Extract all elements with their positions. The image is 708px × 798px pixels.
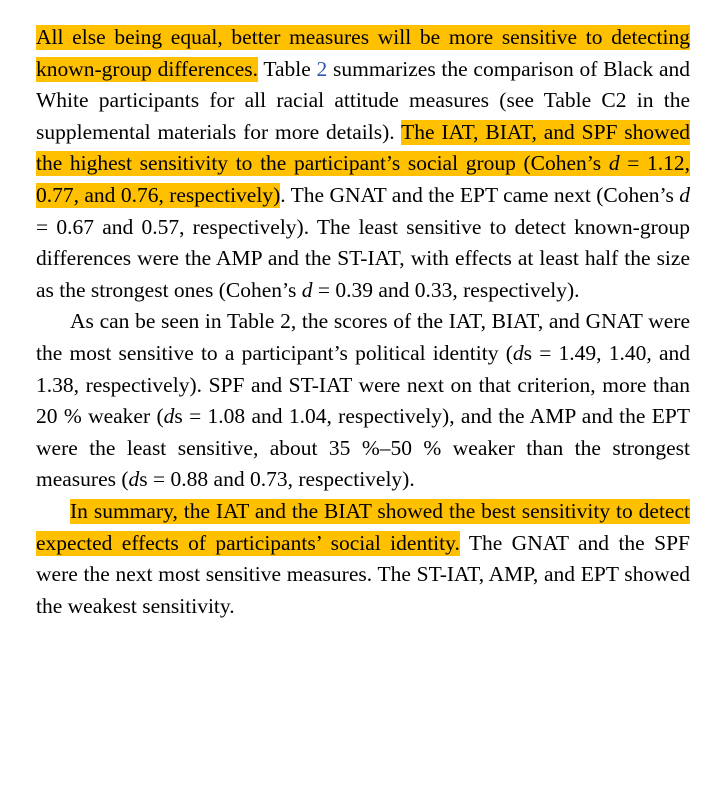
effect-size-symbol: d — [608, 151, 620, 176]
effect-size-symbol: d — [163, 404, 175, 429]
text-run: s = 0.88 and 0.73, respectively). — [139, 467, 415, 492]
text-run: As can be seen in Table — [70, 309, 281, 334]
text-run: . The GNAT and the EPT came next (Cohen’s — [280, 182, 680, 207]
paragraph — [36, 496, 690, 622]
text-run: s = 1.08 and 1.04, respectively), and the AMP and the EPT were the least sensitive, about 35 %–50 % weaker than the strongest measures ( — [36, 404, 690, 492]
text-run: All else being equal, better measures will be more sensitive to detecting known-group differences. — [36, 25, 690, 81]
paragraph — [36, 306, 690, 496]
text-run: = 1.12, 0.77, and 0.76, respectively) — [36, 151, 690, 207]
text-run: The IAT, BIAT, and SPF showed the highest sensitivity to the participant’s social group (Cohen’s — [36, 119, 690, 176]
text-run: Table — [258, 56, 317, 81]
effect-size-symbol: d — [301, 277, 313, 302]
text-run: 2 — [280, 309, 291, 334]
text-run: summarizes the comparison of Black and White participants for all racial attitude measures (see Table C2 in the supplemental materials for more details). — [36, 56, 690, 144]
text-run: In summary, the IAT and the BIAT showed the best sensitivity to detect expected effects of participants’ social identity. — [36, 498, 690, 555]
paragraph — [36, 22, 690, 306]
effect-size-symbol: d — [679, 182, 691, 207]
article-body-text — [36, 22, 690, 622]
text-run: The GNAT and the SPF were the next most sensitive measures. The ST-IAT, AMP, and EPT showed the weakest sensitivity. — [36, 530, 690, 618]
text-run: s = 1.49, 1.40, and 1.38, respectively). SPF and ST-IAT were next on that criterion, more than 20 % weaker ( — [36, 340, 690, 429]
text-run: , the scores of the IAT, BIAT, and GNAT were the most sensitive to a participant’s political identity ( — [36, 309, 691, 365]
effect-size-symbol: d — [128, 467, 140, 492]
effect-size-symbol: d — [512, 340, 524, 365]
text-run: = 0.39 and 0.33, respectively). — [312, 277, 580, 302]
table-cross-reference[interactable]: 2 — [316, 56, 328, 81]
text-run: = 0.67 and 0.57, respectively). The least sensitive to detect known-group differences were the AMP and the ST-IAT, with effects at least half the size as the strongest ones (Cohen’s — [36, 214, 690, 302]
